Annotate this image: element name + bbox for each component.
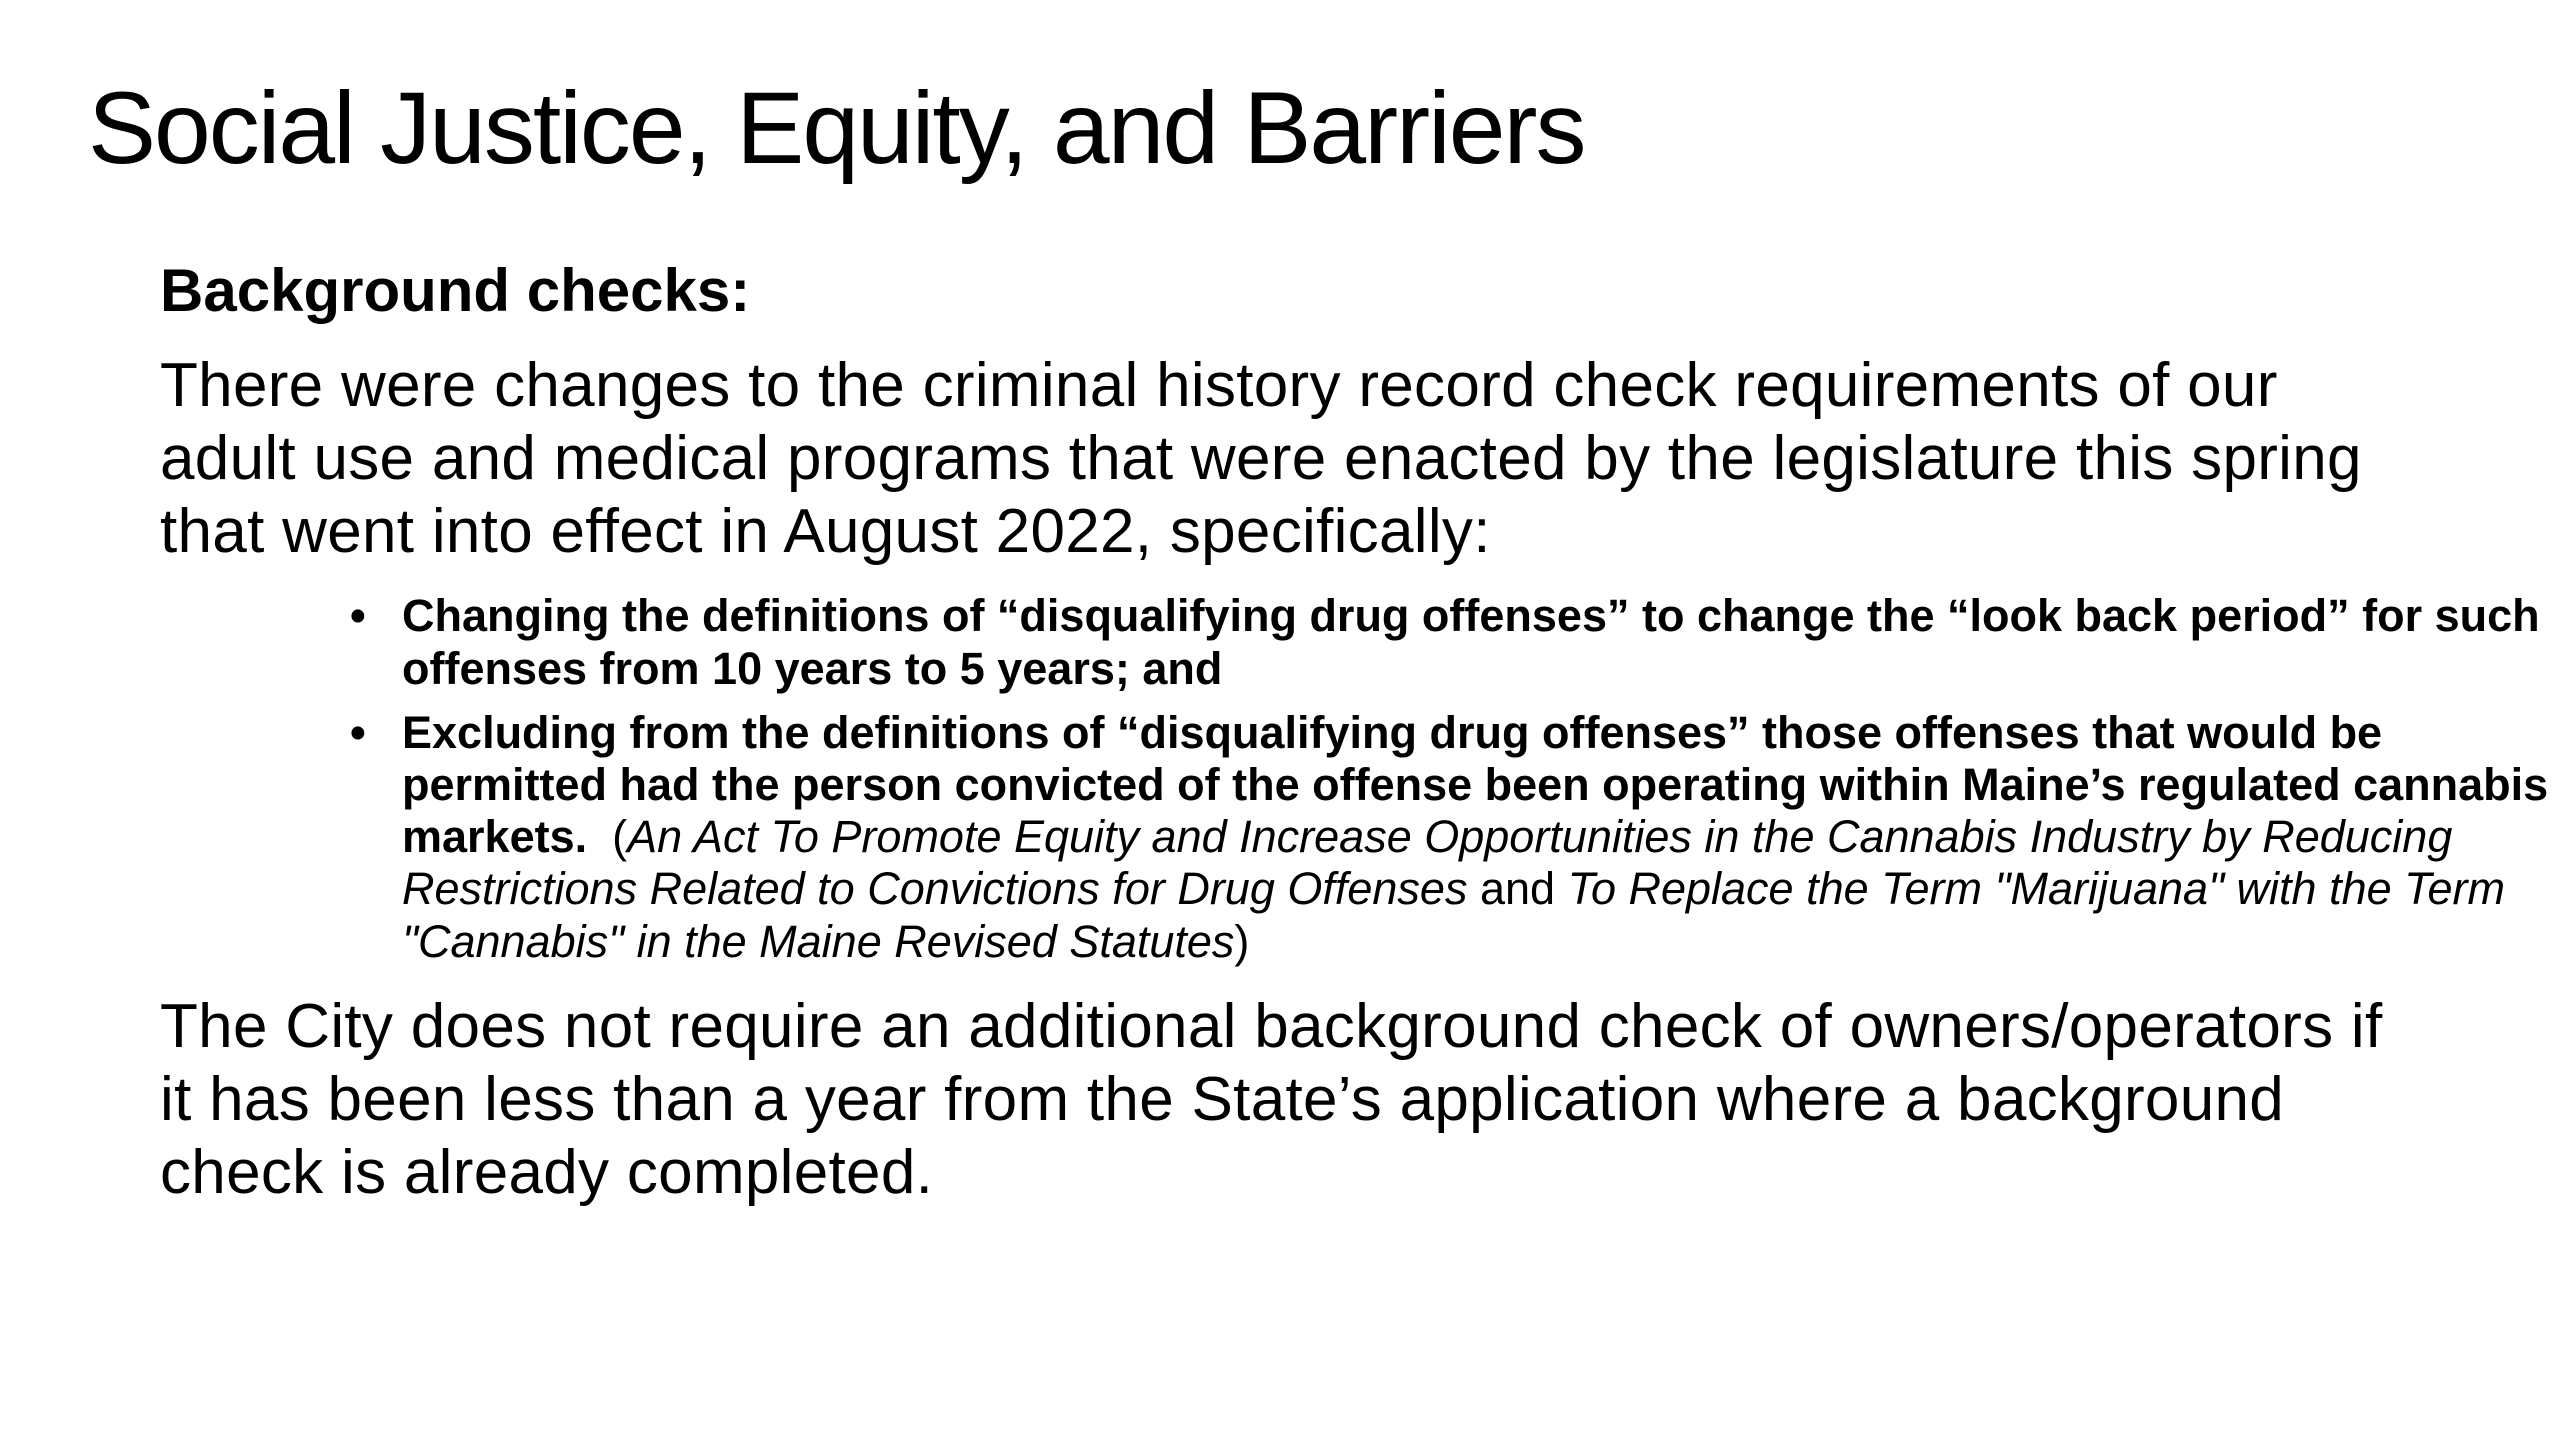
bullet-icon: • — [350, 706, 366, 758]
citation-open-paren: ( — [612, 811, 628, 863]
act-title-cannabis-term: To Replace the Term "Marijuana" with the Term "Cannabis" in the Maine Revised Statutes — [402, 863, 2505, 967]
closing-paragraph: The City does not require an additional background check of owners/operators if it has been less than a year from the State’s application where a background check is already completed. — [160, 991, 2383, 1208]
act-title-equity: An Act To Promote Equity and Increase Opportunities in the Cannabis Industry by Reducing Restrictions Related to Convictions for Drug Offenses — [402, 811, 2453, 915]
bullet-text: Excluding from the definitions of “disqualifying drug offenses” those offenses that would be permitted had the person convicted of the offense been operating within Maine’s regulated cannabis markets. — [402, 706, 2549, 863]
citation-close-paren: ) — [1234, 915, 1250, 967]
intro-paragraph: There were changes to the criminal history record check requirements of our adult use and medical programs that were enacted by the legislature this spring that went into effect in August 2022, specifically: — [160, 351, 2362, 567]
bullet-item — [350, 707, 2550, 968]
bullet-icon: • — [350, 590, 366, 642]
citation-connector: and — [1479, 863, 1556, 915]
slide-title: Social Justice, Equity, and Barriers — [88, 71, 1585, 185]
bullet-text: Changing the definitions of “disqualifying drug offenses” to change the “look back period” for such offenses from 10 years to 5 years; and — [402, 590, 2540, 694]
bullet-item — [350, 590, 2550, 694]
section-heading: Background checks: — [160, 257, 751, 324]
slide-body — [160, 255, 2549, 1209]
bullet-list — [350, 590, 2550, 967]
